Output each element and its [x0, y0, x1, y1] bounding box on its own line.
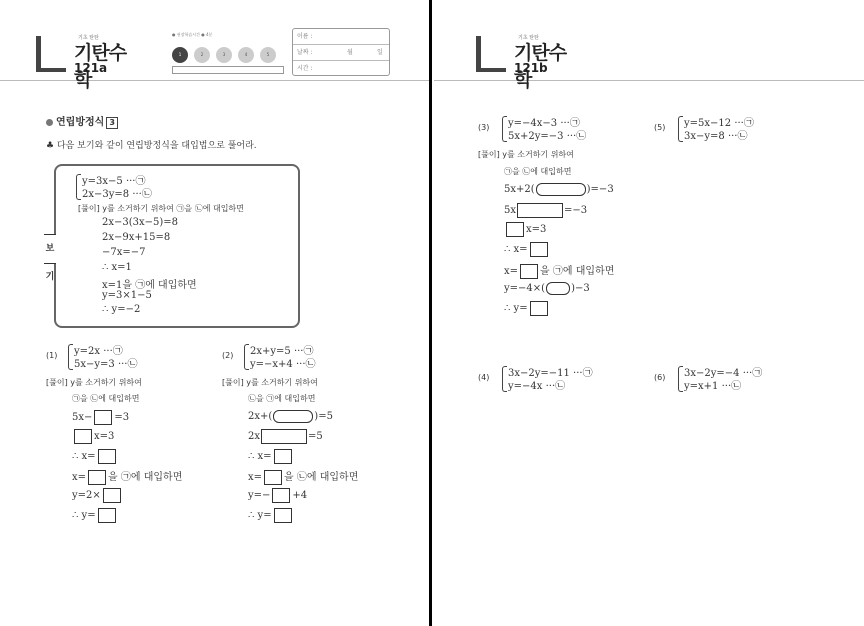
- worksheet-page-121a: 기초 탄탄 기탄수학 121a ● 권장학습시간 ● 4분 1 2 3 4 5 이름 : 날짜 : 월 일 시간 : 연립방정식 3 ♣ 다음 보기와 같이 연립방정식을 대입법으로 풀어라. 보기 y=3x−5 ···㉠ 2x−3y=8 ···㉡ [풀이] y를 소거하기 위하여 ㉠을 ㉡에 대입하면 2x−3(3x−5)=8 2x−9x+15=8 −7x=−7 ∴ x=1 x=1을 ㉠에 대입하면 y=3×1−5 ∴ y=−2 (1) y=2x ···㉠ 5x−y=3 ···㉡ [풀이] y를 소거하기 위하여 ㉠을 ㉡에 대입하면 5x− =3 x=3 ∴ x= x= 을 ㉠에 대입하면 y=2× ∴ y= (2) 2x+y=5 ···㉠ y=−x+4 ···㉡ [풀이] y를 소거하기 위하여 ㉡을 ㉠에 대입하면 2x+( )=5 2x =5 ∴ x= x= 을 ㉡에 대입하면 y=− +4 ∴ y=: [0, 0, 430, 626]
- solution-label: [풀이] y를 소거하기 위하여: [478, 150, 574, 159]
- answer-blank[interactable]: [530, 242, 548, 257]
- solution-step: −7x=−7: [102, 247, 146, 258]
- solution-step: y=3×1−5: [102, 290, 152, 301]
- brace-icon: [502, 116, 507, 142]
- answer-blank[interactable]: [261, 429, 307, 444]
- brand-tagline: 기초 탄탄: [518, 35, 539, 41]
- solution-step: x=3: [72, 429, 114, 444]
- step-badge: 5: [260, 47, 276, 63]
- solution-label: [풀이] y를 소거하기 위하여: [46, 378, 142, 387]
- solution-step: 2x−3(3x−5)=8: [102, 217, 179, 228]
- brand-logo: [36, 34, 136, 91]
- answer-blank[interactable]: [264, 470, 282, 485]
- header-rule: [0, 80, 430, 81]
- answer-blank[interactable]: [103, 488, 121, 503]
- solution-step: x= 을 ㉠에 대입하면: [504, 266, 615, 277]
- answer-blank[interactable]: [274, 449, 292, 464]
- worksheet-page-121b: 기초 탄탄 기탄수학 121b (3) y=−4x−3 ···㉠ 5x+2y=−3 ···㉡ [풀이] y를 소거하기 위하여 ㉠을 ㉡에 대입하면 5x+2( )=−3 5x =−3 x=3 ∴ x= x= 을 ㉠에 대입하면 y=−4×( )−3 ∴ y= (5) y=5x−12 ···㉠ 3x−y=8 ···㉡ (4) 3x−2y=−11 ···㉠ y=−4x ···㉡ (6) 3x−2y=−4 ···㉠ y=x+1 ···㉡: [434, 0, 864, 626]
- solution-step: ∴ y=: [248, 508, 294, 523]
- answer-blank[interactable]: [506, 222, 524, 237]
- header-rule: [434, 80, 864, 81]
- brace-icon: [678, 366, 683, 392]
- brand-logo: [476, 34, 576, 91]
- step-badge: 2: [194, 47, 210, 63]
- example-tag: 보기: [44, 234, 56, 264]
- solution-step: 5x− =3: [72, 412, 130, 423]
- problem-number: (5): [654, 123, 666, 132]
- answer-blank[interactable]: [274, 508, 292, 523]
- step-badge: 3: [216, 47, 232, 63]
- solution-step: ∴ y=−2: [102, 304, 141, 315]
- answer-blank[interactable]: [74, 429, 92, 444]
- solution-step: y=2×: [72, 488, 123, 503]
- solution-step: 2x−9x+15=8: [102, 232, 171, 243]
- time-field[interactable]: 시간 :: [297, 65, 313, 72]
- answer-blank[interactable]: [272, 488, 290, 503]
- study-steps: [172, 32, 282, 77]
- answer-blank[interactable]: [273, 410, 313, 423]
- bullet-icon: [46, 119, 53, 126]
- name-field[interactable]: 이름 :: [293, 29, 389, 45]
- problem-number: (6): [654, 373, 666, 382]
- answer-blank[interactable]: [98, 449, 116, 464]
- answer-blank[interactable]: [530, 301, 548, 316]
- solution-step: 2x =5: [248, 431, 323, 442]
- brand-title: 기탄수학: [514, 42, 567, 91]
- solution-step: x= 을 ㉠에 대입하면: [72, 472, 183, 483]
- solution-step: ㉠을 ㉡에 대입하면: [504, 167, 572, 176]
- date-field[interactable]: 날짜 : 월 일: [293, 45, 389, 61]
- page-code: 121a: [74, 61, 108, 75]
- solution-label: [풀이] y를 소거하기 위하여 ㉠을 ㉡에 대입하면: [78, 204, 244, 213]
- solution-step: ∴ x=1: [102, 262, 132, 273]
- problem-number: (1): [46, 351, 58, 360]
- answer-blank[interactable]: [520, 264, 538, 279]
- brace-icon: [678, 116, 683, 142]
- answer-blank[interactable]: [536, 183, 586, 196]
- student-info-box: [292, 28, 390, 76]
- solution-step: ㉡을 ㉠에 대입하면: [248, 394, 316, 403]
- solution-step: 5x =−3: [504, 205, 588, 216]
- instruction-text: ♣ 다음 보기와 같이 연립방정식을 대입법으로 풀어라.: [46, 141, 257, 151]
- answer-blank[interactable]: [517, 203, 563, 218]
- section-number: 3: [106, 117, 118, 129]
- answer-blank[interactable]: [88, 470, 106, 485]
- answer-blank[interactable]: [546, 282, 570, 295]
- brace-icon: [244, 344, 249, 370]
- brand-title: 기탄수학: [74, 42, 127, 91]
- solution-step: ㉠을 ㉡에 대입하면: [72, 394, 140, 403]
- brace-icon: [502, 366, 507, 392]
- page-code: 121b: [514, 61, 548, 75]
- solution-step: x=3: [504, 222, 546, 237]
- step-badge: 4: [238, 47, 254, 63]
- solution-step: ∴ y=: [504, 301, 550, 316]
- brand-tagline: 기초 탄탄: [78, 35, 99, 41]
- solution-step: x=1을 ㉠에 대입하면: [102, 280, 197, 291]
- problem-number: (2): [222, 351, 234, 360]
- answer-blank[interactable]: [94, 410, 112, 425]
- step-cells: [172, 66, 284, 74]
- brace-icon: [76, 174, 81, 200]
- solution-step: ∴ x=: [248, 449, 294, 464]
- section-heading: 연립방정식 3: [46, 113, 118, 129]
- solution-step: y=− +4: [248, 490, 308, 501]
- solution-step: y=−4×( )−3: [504, 283, 590, 294]
- page-divider: [429, 0, 432, 626]
- solution-step: 2x+( )=5: [248, 411, 333, 422]
- brace-icon: [68, 344, 73, 370]
- study-time-note: ● 권장학습시간 ● 4분: [172, 32, 213, 37]
- solution-step: ∴ y=: [72, 508, 118, 523]
- problem-number: (4): [478, 373, 490, 382]
- step-badge: 1: [172, 47, 188, 63]
- solution-step: x= 을 ㉡에 대입하면: [248, 472, 359, 483]
- solution-step: 5x+2( )=−3: [504, 184, 614, 195]
- problem-number: (3): [478, 123, 490, 132]
- solution-step: ∴ x=: [72, 449, 118, 464]
- solution-step: ∴ x=: [504, 242, 550, 257]
- solution-label: [풀이] y를 소거하기 위하여: [222, 378, 318, 387]
- answer-blank[interactable]: [98, 508, 116, 523]
